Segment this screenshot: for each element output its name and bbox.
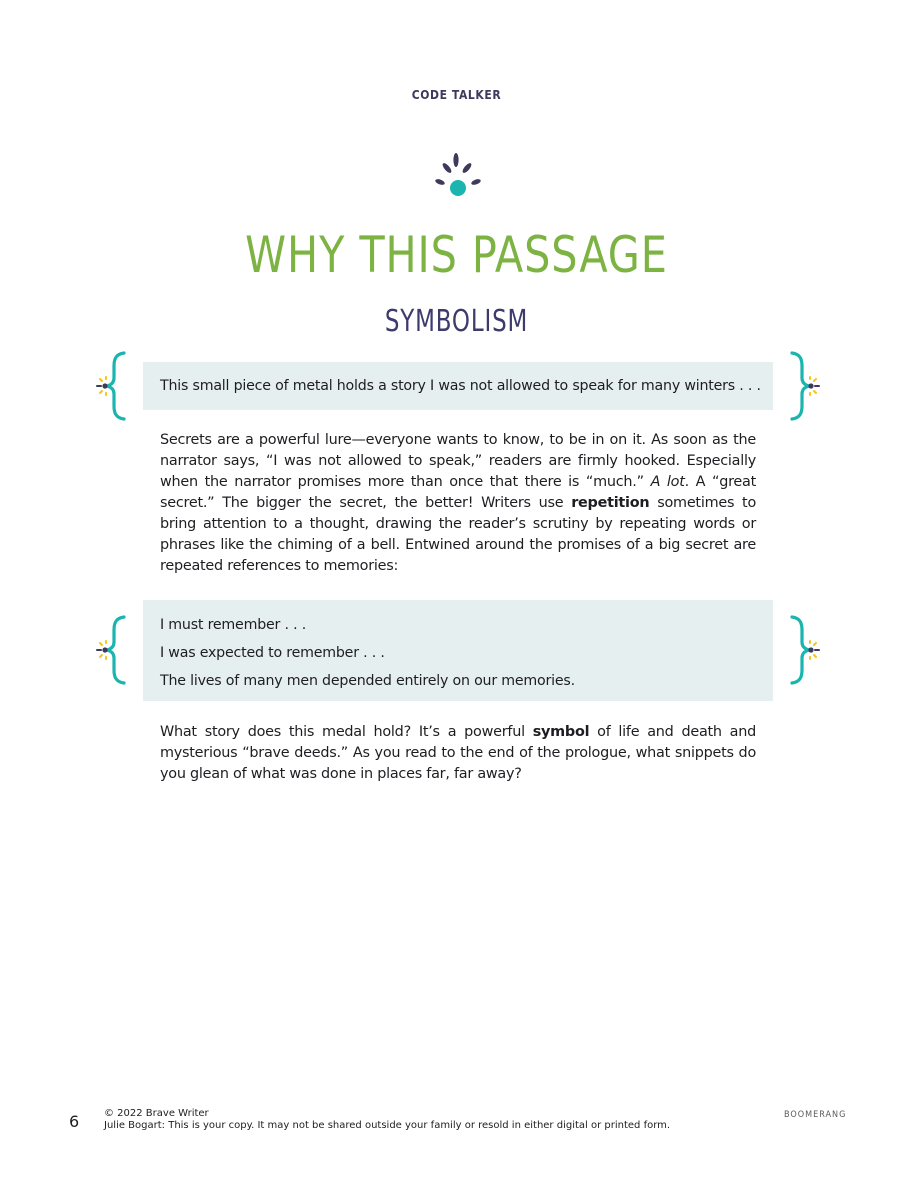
page-title: WHY THIS PASSAGE bbox=[245, 226, 668, 284]
page-number: 6 bbox=[69, 1112, 80, 1131]
body-paragraph-1 bbox=[160, 430, 756, 577]
paragraph-text: . A “great secret.” The bigger the secret, the better! Writers use bbox=[160, 474, 756, 511]
quote-line: I was expected to remember . . . bbox=[160, 645, 385, 661]
license-line: Julie Bogart: This is your copy. It may not be shared outside your family or resold in either digital or printed form. bbox=[104, 1120, 671, 1131]
brand-mark: BOOMERANG bbox=[784, 1110, 847, 1120]
bold-term-symbol: symbol bbox=[532, 724, 590, 740]
paragraph-text: What story does this medal hold? It’s a powerful bbox=[160, 724, 533, 740]
left-curly-brace-icon bbox=[94, 350, 128, 422]
quote-line: I must remember . . . bbox=[160, 617, 307, 633]
left-curly-brace-icon bbox=[94, 614, 128, 686]
running-head: CODE TALKER bbox=[411, 88, 502, 102]
right-curly-brace-icon bbox=[788, 614, 822, 686]
body-paragraph-2 bbox=[160, 722, 756, 785]
quote-line: This small piece of metal holds a story I was not allowed to speak for many winters . . . bbox=[160, 378, 761, 394]
dot-burst-ornament-icon bbox=[431, 148, 485, 200]
paragraph-text: of life and death and mysterious “brave deeds.” As you read to the end of the prologue, what snippets do you glean of what was done in places far, far away? bbox=[160, 724, 756, 782]
footer-notice bbox=[104, 1108, 670, 1132]
italic-phrase: A lot bbox=[650, 474, 685, 490]
paragraph-text: Secrets are a powerful lure—everyone wants to know, to be in on it. As soon as the narrator says, “I was not allowed to speak,” readers are firmly hooked. Especially when the narrator promises more than once that there is “much.” bbox=[160, 432, 756, 490]
quote-box-2 bbox=[143, 600, 773, 701]
paragraph-text: sometimes to bring attention to a thought, drawing the reader’s scrutiny by repeating words or phrases like the chiming of a bell. Entwined around the promises of a big secret are repeated references to memories: bbox=[160, 495, 756, 574]
copyright-line: © 2022 Brave Writer bbox=[104, 1108, 209, 1119]
quote-box-1 bbox=[143, 362, 773, 410]
quote-line: The lives of many men depended entirely on our memories. bbox=[160, 673, 575, 689]
page-subtitle: SYMBOLISM bbox=[384, 304, 529, 339]
right-curly-brace-icon bbox=[788, 350, 822, 422]
bold-term-repetition: repetition bbox=[571, 495, 650, 511]
